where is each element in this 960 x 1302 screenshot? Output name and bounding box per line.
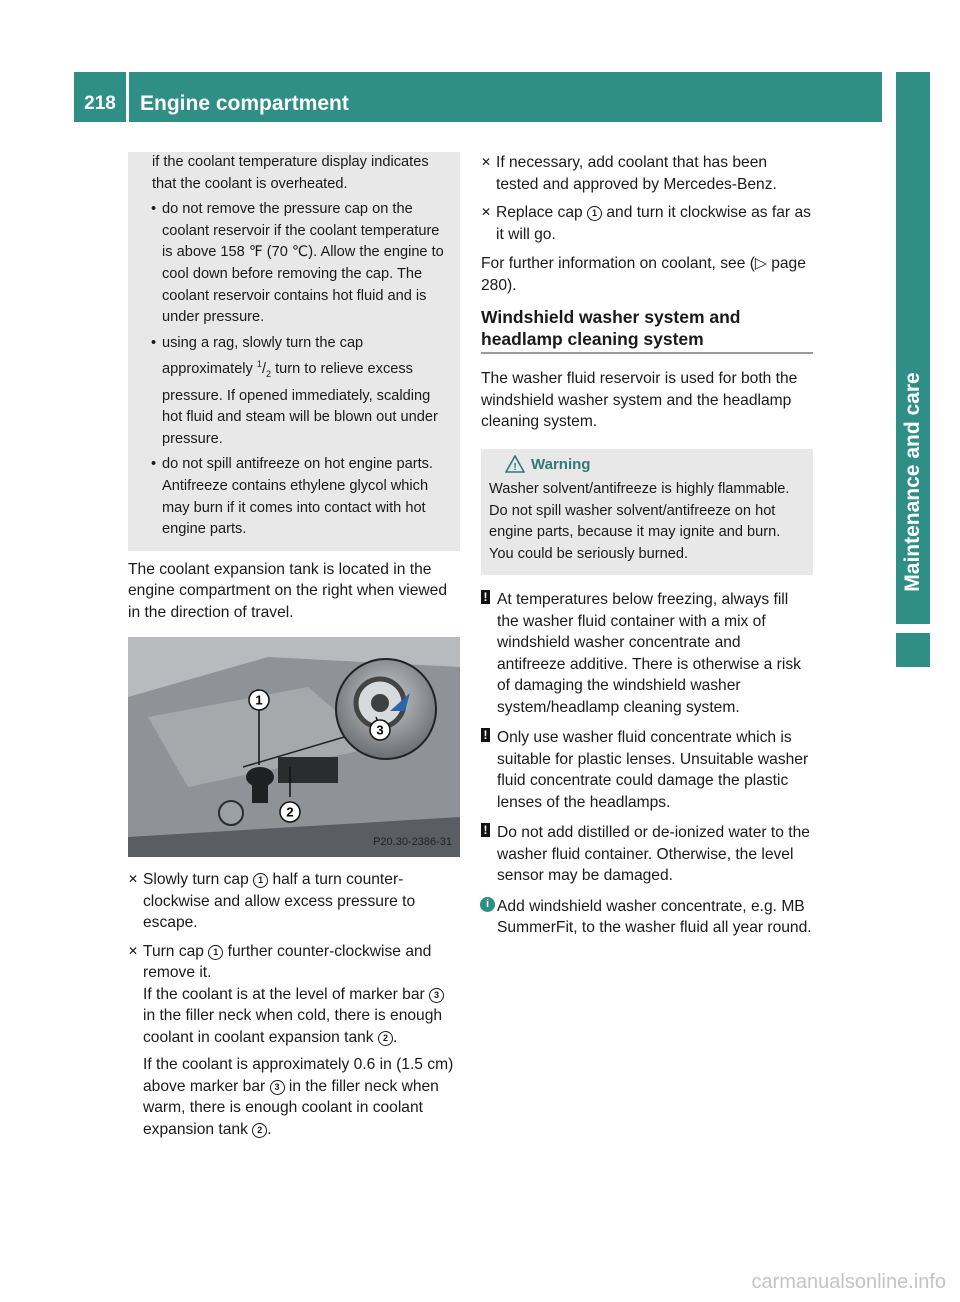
right-column (481, 152, 813, 939)
warning-box-continued (128, 152, 460, 551)
warning-bullet: • do not spill antifreeze on hot engine parts. Antifreeze contains ethylene glycol which may burn if it comes into contact with hot engine parts. (151, 456, 433, 538)
callout-ref-1: 1 (208, 945, 223, 960)
warning-continuation: if the coolant temperature display indicates that the coolant is overheated. (152, 154, 429, 192)
figure-code: P20.30-2386-31 (373, 835, 452, 848)
exclamation-icon: ! (481, 728, 490, 742)
page-number: 218 (84, 93, 116, 114)
callout-ref-1: 1 (253, 873, 268, 888)
callout-2-label: 2 (286, 804, 294, 820)
engine-figure (128, 637, 460, 857)
caution-note: ! At temperatures below freezing, always fill the washer fluid container with a mix of windshield washer concentrate and antifreeze additive. There is otherwise a risk of damaging the windshield washer system/headlamp cleaning system. (481, 589, 813, 718)
callout-ref-1: 1 (587, 206, 602, 221)
step-continuation: If the coolant is approximately 0.6 in (1.5 cm) above marker bar 3 in the filler neck when warm, there is enough coolant in coolant expansion tank 2 . (143, 1056, 454, 1138)
callout-1-label: 1 (255, 692, 263, 708)
callout-ref-3: 3 (270, 1080, 285, 1095)
instruction-step: ✕ Turn cap 1 further counter-clockwise and remove it. If the coolant is at the level of marker bar 3 in the filler neck when cold, there is enough coolant in coolant expansion tank 2 . If the coolant is approximately 0.6 in (1.5 cm) above marker bar 3 in the filler neck when warm, there is enough coolant in coolant expansion tank 2 . (128, 941, 460, 1141)
coolant-intro: The coolant expansion tank is located in the engine compartment on the right when viewed in the direction of travel. (128, 560, 447, 621)
warning-box (481, 449, 813, 576)
instruction-step: ✕ Slowly turn cap 1 half a turn counter-clockwise and allow excess pressure to escape. (128, 871, 416, 932)
warning-text: Washer solvent/antifreeze is highly flammable. Do not spill washer solvent/antifreeze on hot engine parts, because it may ignite and burn. You could be seriously burned. (489, 481, 790, 562)
step-arrow-icon: ✕ (128, 872, 139, 887)
exclamation-icon: ! (481, 590, 490, 604)
section-title: Engine compartment (140, 92, 349, 115)
step-arrow-icon: ✕ (481, 155, 492, 169)
info-note: i Add windshield washer concentrate, e.g. MB SummerFit, to the washer fluid all year round. (481, 896, 813, 939)
callout-ref-2: 2 (378, 1031, 393, 1046)
caution-note: ! Do not add distilled or de-ionized water to the washer fluid container. Otherwise, the level sensor may be damaged. (481, 822, 813, 887)
caution-note: ! Only use washer fluid concentrate which is suitable for plastic lenses. Unsuitable washer fluid concentrate could damage the plastic lenses of the headlamps. (481, 727, 813, 813)
callout-3-label: 3 (376, 722, 384, 738)
side-tab-marker (896, 633, 930, 667)
callout-ref-3: 3 (429, 988, 444, 1003)
engine-illustration (128, 637, 460, 857)
warning-triangle-icon (505, 455, 525, 473)
info-icon: i (480, 897, 495, 912)
svg-text:!: ! (513, 462, 517, 474)
left-column (128, 152, 460, 1140)
watermark: carmanualsonline.info (751, 1271, 946, 1293)
instruction-step: ✕ Replace cap 1 and turn it clockwise as far as it will go. (481, 204, 811, 243)
warning-label: Warning (531, 455, 591, 473)
callout-ref-2: 2 (252, 1123, 267, 1138)
step-arrow-icon: ✕ (128, 943, 139, 958)
exclamation-icon: ! (481, 823, 490, 837)
further-info: For further information on coolant, see (▷ page 280). (481, 255, 806, 294)
washer-intro: The washer fluid reservoir is used for both the windshield washer system and the headlamp cleaning system. (481, 370, 798, 430)
header-divider (126, 72, 129, 122)
instruction-step: ✕ If necessary, add coolant that has been tested and approved by Mercedes-Benz. (481, 154, 777, 193)
section-heading: Windshield washer system and headlamp cleaning system (481, 306, 813, 354)
warning-bullet: • using a rag, slowly turn the cap approximately $^1/_2$ turn to relieve excess pressure. If opened immediately, scalding hot fluid and steam will be blown out under pressure. (151, 334, 438, 447)
step-arrow-icon: ✕ (481, 205, 492, 219)
warning-title (489, 449, 805, 476)
warning-bullet: • do not remove the pressure cap on the coolant reservoir if the coolant temperature is above 158 ℉ (70 ℃). Allow the engine to cool down before removing the cap. The coolant reservoir contains hot fluid and is under pressure. (151, 201, 444, 326)
